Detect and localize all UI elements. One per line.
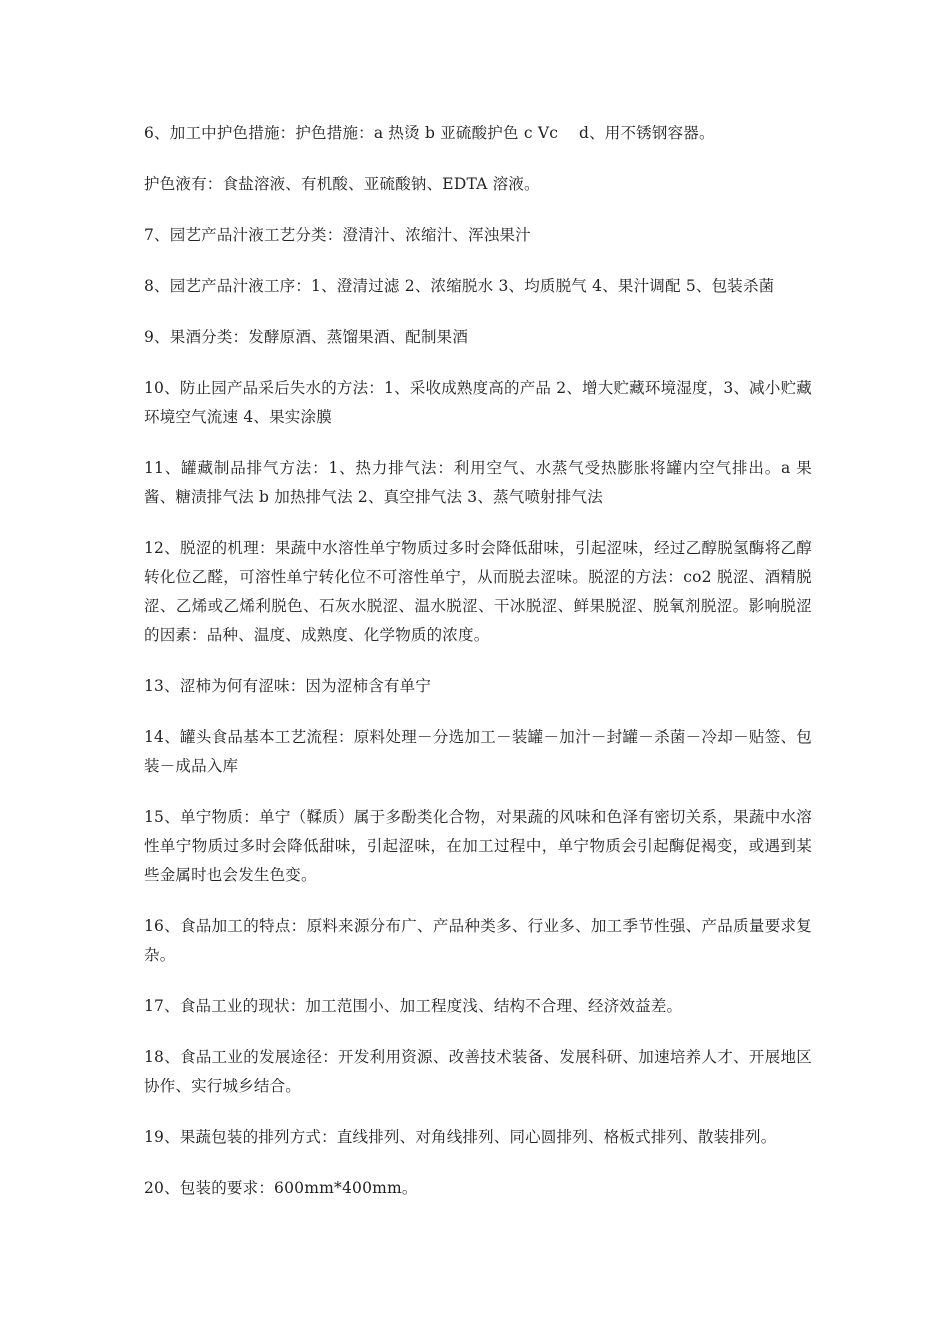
paragraph-16: 16、食品加工的特点：原料来源分布广、产品种类多、行业多、加工季节性强、产品质量要求复杂。 [144,917,812,964]
paragraph-8: 8、园艺产品汁液工序：1、澄清过滤 2、浓缩脱水 3、均质脱气 4、果汁调配 5、包装杀菌 [144,277,775,295]
paragraph-6: 6、加工中护色措施：护色措施：a 热烫 b 亚硫酸护色 c Vc d、用不锈钢容器。 [144,124,715,142]
paragraph-10: 10、防止园产品采后失水的方法：1、采收成熟度高的产品 2、增大贮藏环境湿度，3、减小贮藏环境空气流速 4、果实涂膜 [144,379,812,426]
paragraph-9: 9、果酒分类：发酵原酒、蒸馏果酒、配制果酒 [144,328,469,346]
paragraph-7: 7、园艺产品汁液工艺分类：澄清汁、浓缩汁、浑浊果汁 [144,226,531,244]
paragraph-11: 11、罐藏制品排气方法：1、热力排气法：利用空气、水蒸气受热膨胀将罐内空气排出。a 果酱、糖渍排气法 b 加热排气法 2、真空排气法 3、蒸气喷射排气法 [144,459,812,506]
paragraph-12: 12、脱涩的机理：果蔬中水溶性单宁物质过多时会降低甜味，引起涩味，经过乙醇脱氢酶将乙醇转化位乙醛，可溶性单宁转化位不可溶性单宁，从而脱去涩味。脱涩的方法：co2 脱涩、酒精脱涩、乙烯或乙烯利脱色、石灰水脱涩、温水脱涩、干冰脱涩、鲜果脱涩、脱氧剂脱涩。影响脱涩的因素：品种、温度、成熟度、化学物质的浓度。 [144,539,812,644]
paragraph-15: 15、单宁物质：单宁（鞣质）属于多酚类化合物，对果蔬的风味和色泽有密切关系，果蔬中水溶性单宁物质过多时会降低甜味，引起涩味，在加工过程中，单宁物质会引起酶促褐变，或遇到某些金属时也会发生色变。 [144,808,812,884]
paragraph-18: 18、食品工业的发展途径：开发利用资源、改善技术装备、发展科研、加速培养人才、开展地区协作、实行城乡结合。 [144,1048,812,1095]
document-body [144,119,812,1225]
paragraph-17: 17、食品工业的现状：加工范围小、加工程度浅、结构不合理、经济效益差。 [144,997,683,1015]
paragraph-19: 19、果蔬包装的排列方式：直线排列、对角线排列、同心圆排列、格板式排列、散装排列。 [144,1128,777,1146]
paragraph-6-note: 护色液有：食盐溶液、有机酸、亚硫酸钠、EDTA 溶液。 [144,175,540,193]
paragraph-13: 13、涩柿为何有涩味：因为涩柿含有单宁 [144,677,432,695]
paragraph-20: 20、包装的要求：600mm*400mm。 [144,1179,418,1197]
paragraph-14: 14、罐头食品基本工艺流程：原料处理－分选加工－装罐－加汁－封罐－杀菌－冷却－贴签、包装－成品入库 [144,728,812,775]
